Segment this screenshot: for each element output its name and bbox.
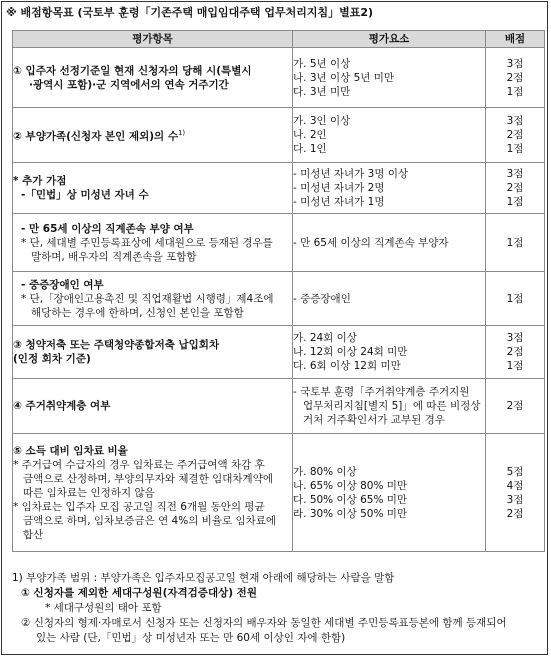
- item-note: 합산: [23, 528, 44, 541]
- element-line: 다. 6회 이상 12회 미만: [293, 360, 401, 372]
- points-cell: [486, 214, 545, 272]
- item-cell: [13, 163, 293, 214]
- item-note: * 단,「장애인고용촉진 및 직업재활법 시행령」제4조에: [21, 292, 274, 305]
- points-value: 1점: [506, 85, 524, 98]
- points-value: 2점: [506, 507, 524, 520]
- score-table: [12, 30, 545, 552]
- points-cell: [486, 434, 545, 552]
- points-value: 1점: [506, 143, 524, 155]
- item-title: ⑤ 소득 대비 임차료 비율: [13, 444, 128, 457]
- item-title: ② 부양가족(신청자 본인 제외)의 수$^{1)}$: [13, 129, 186, 143]
- item-note: * 임차료는 입주자 모집 공고일 직전 6개월 동안의 평균: [13, 500, 265, 513]
- element-line: 나. 2인: [293, 129, 327, 141]
- element-line: 거처 거주확인서가 교부된 경우: [303, 414, 445, 426]
- points-value: 3점: [506, 57, 524, 70]
- element-line: - 미성년 자녀가 3명 이상: [293, 168, 409, 180]
- item-cell: [13, 379, 293, 434]
- footnote-1: 1) 부양가족 범위 : 부양가족은 입주자모집공고일 현재 아래에 해당하는 사람을 말함: [12, 572, 395, 584]
- points-value: 2점: [506, 71, 524, 84]
- element-line: - 중증장애인: [293, 292, 351, 305]
- footnote-note: * 세대구성원의 태아 포함: [45, 602, 162, 614]
- footnote-item-2-cont: 있는 사람 (단,「민법」상 미성년자 또는 만 60세 이상인 자에 한함): [36, 632, 346, 644]
- element-line: - 국토부 훈령「주거취약계층 주거지원: [293, 386, 470, 398]
- item-cell: [13, 326, 293, 379]
- item-title: ④ 주거취약계층 여부: [13, 400, 111, 412]
- item-cell: [13, 108, 293, 163]
- element-line: 가. 5년 이상: [293, 57, 351, 70]
- table-row: [13, 379, 545, 434]
- page-title: ※ 배점항목표 (국토부 훈령「기존주택 매입임대주택 업무처리지침」별표2): [6, 6, 374, 19]
- table-row: [13, 434, 545, 552]
- element-cell: [293, 214, 486, 272]
- item-cell: [13, 434, 293, 552]
- item-note: 따른 임차료는 인정하지 않음: [23, 486, 155, 499]
- element-cell: [293, 379, 486, 434]
- points-value: 2점: [506, 182, 524, 194]
- points-value: 1점: [506, 292, 524, 305]
- element-line: 업무처리지침[별지 5]」에 따른 비정상: [303, 400, 481, 412]
- element-line: 가. 80% 이상: [293, 465, 357, 478]
- header-points: 배점: [486, 31, 545, 48]
- footnote-item-2: ② 신청자의 형제·자매로서 신청자 또는 신청자의 배우자와 동일한 세대별 주민등록표등본에 함께 등재되어: [21, 617, 507, 629]
- item-note: 해당하는 경우에 한하며, 신청인 본인을 포함함: [31, 306, 244, 319]
- table-row: [13, 272, 545, 326]
- element-cell: [293, 48, 486, 108]
- points-cell: [486, 48, 545, 108]
- element-line: - 미성년 자녀가 2명: [293, 182, 385, 194]
- item-note: 말하며, 배우자의 직계존속을 포함함: [31, 250, 197, 263]
- element-line: 가. 3인 이상: [293, 115, 351, 127]
- points-value: 4점: [506, 479, 524, 492]
- element-cell: [293, 272, 486, 326]
- points-cell: [486, 326, 545, 379]
- item-title-cont: (인정 회차 기준): [13, 353, 91, 365]
- header-item: 평가항목: [13, 31, 293, 48]
- element-cell: [293, 434, 486, 552]
- element-line: 나. 3년 이상 5년 미만: [293, 71, 395, 84]
- item-title-cont: ·광역시 포함)·군 지역에서의 연속 거주기간: [29, 78, 229, 91]
- points-cell: [486, 163, 545, 214]
- element-cell: [293, 326, 486, 379]
- header-element: 평가요소: [293, 31, 486, 48]
- footnote-ref: 1): [177, 129, 186, 138]
- footnotes: [12, 571, 542, 646]
- table-header-row: [13, 31, 545, 48]
- element-line: 나. 12회 이상 24회 미만: [293, 346, 408, 358]
- table-row: [13, 326, 545, 379]
- element-line: 가. 24회 이상: [293, 332, 357, 344]
- item-title: - 만 65세 이상의 직계존속 부양 여부: [21, 222, 194, 235]
- element-cell: [293, 163, 486, 214]
- points-value: 1점: [506, 196, 524, 208]
- element-line: 다. 50% 이상 65% 미만: [293, 493, 408, 506]
- table-row: [13, 108, 545, 163]
- points-value: 2점: [506, 129, 524, 141]
- item-title: ① 입주자 선정기준일 현재 신청자의 당해 시(특별시: [13, 64, 252, 77]
- element-line: 다. 1인: [293, 143, 327, 155]
- item-note: * 주거급여 수급자의 경우 임차료는 주거급여액 차감 후: [13, 458, 265, 471]
- element-line: - 미성년 자녀가 1명: [293, 196, 385, 208]
- points-value: 5점: [506, 465, 524, 478]
- points-value: 1점: [506, 236, 524, 249]
- points-value: 3점: [506, 168, 524, 180]
- item-note: 금액으로 하며, 임차보증금은 연 4%의 비율로 임차료에: [23, 514, 277, 527]
- item-cell: [13, 48, 293, 108]
- element-line: 나. 65% 이상 80% 미만: [293, 479, 408, 492]
- element-line: 라. 30% 이상 50% 미만: [293, 507, 408, 520]
- points-cell: [486, 379, 545, 434]
- item-title: * 추가 가점: [13, 175, 67, 187]
- element-line: - 만 65세 이상의 직계존속 부양자: [293, 236, 449, 249]
- item-title: - 중증장애인 여부: [21, 278, 104, 291]
- item-cell: [13, 272, 293, 326]
- item-subtitle: -「민법」상 미성년 자녀 수: [21, 189, 149, 201]
- footnote-item-1: ① 신청자를 제외한 세대구성원(자격검증대상) 전원: [21, 587, 257, 599]
- points-cell: [486, 272, 545, 326]
- table-row: [13, 48, 545, 108]
- points-value: 3점: [506, 332, 524, 344]
- item-title: ③ 청약저축 또는 주택청약종합저축 납입회차: [13, 339, 220, 351]
- item-cell: [13, 214, 293, 272]
- points-cell: [486, 108, 545, 163]
- item-note: 금액으로 산정하며, 부양의무자와 체결한 임대차계약에: [23, 472, 273, 485]
- element-cell: [293, 108, 486, 163]
- table-row: [13, 163, 545, 214]
- points-value: 2점: [506, 400, 524, 412]
- points-value: 1점: [506, 360, 524, 372]
- points-value: 3점: [506, 115, 524, 127]
- table-row: [13, 214, 545, 272]
- element-line: 다. 3년 미만: [293, 85, 351, 98]
- item-note: * 단, 세대별 주민등록표상에 세대원으로 등재된 경우를: [21, 236, 273, 249]
- points-value: 2점: [506, 346, 524, 358]
- points-value: 3점: [506, 493, 524, 506]
